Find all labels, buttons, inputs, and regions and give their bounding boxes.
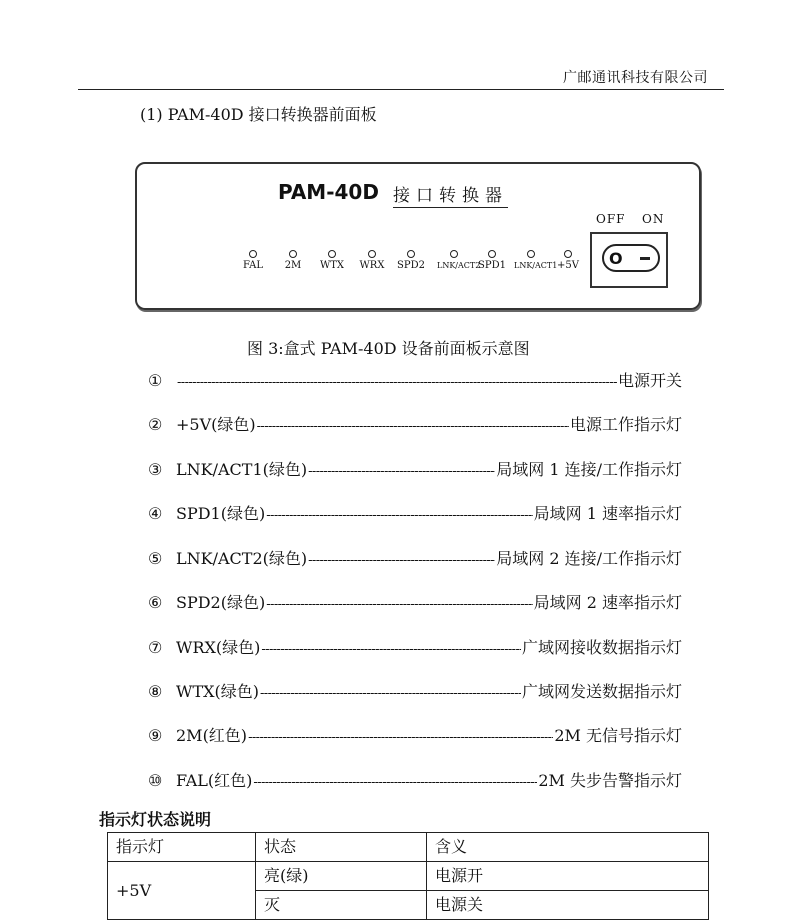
legend-label: SPD1(绿色) bbox=[176, 504, 266, 523]
figure-caption: 图 3:盒式 PAM-40D 设备前面板示意图 bbox=[247, 339, 530, 358]
leader-dashes bbox=[308, 461, 495, 483]
table-cell-meaning: 电源开 bbox=[427, 862, 709, 891]
indicator-status-table bbox=[107, 832, 709, 920]
led-indicator-icon bbox=[527, 250, 535, 258]
table-header-cell: 指示灯 bbox=[108, 833, 256, 862]
legend-item bbox=[148, 548, 682, 570]
legend-item bbox=[148, 592, 682, 614]
led-label: LNK/ACT1 bbox=[514, 261, 558, 270]
table-cell-indicator: +5V bbox=[108, 862, 256, 920]
table-header-cell: 状态 bbox=[256, 833, 427, 862]
led-indicator-icon bbox=[289, 250, 297, 258]
led-lnk-act1 bbox=[514, 250, 558, 272]
table-header-row bbox=[108, 833, 709, 862]
leader-dashes bbox=[266, 505, 532, 527]
switch-off-label: OFF bbox=[596, 212, 626, 226]
led-indicator-icon bbox=[368, 250, 376, 258]
legend-number: ⑩ bbox=[148, 771, 163, 790]
legend-label: WTX(绿色) bbox=[176, 682, 259, 701]
led-indicator-icon bbox=[564, 250, 572, 258]
led-indicator-icon bbox=[407, 250, 415, 258]
legend-item bbox=[148, 681, 682, 703]
led-label: 2M bbox=[284, 260, 302, 271]
table-cell-meaning: 电源关 bbox=[427, 891, 709, 920]
led-label: FAL bbox=[243, 260, 263, 271]
legend-number: ⑧ bbox=[148, 682, 163, 701]
led-label: SPD1 bbox=[478, 260, 506, 271]
legend-label: 2M(红色) bbox=[176, 726, 248, 745]
legend-number: ③ bbox=[148, 460, 163, 479]
legend-number: ⑥ bbox=[148, 593, 163, 612]
legend-number: ① bbox=[148, 371, 163, 390]
legend-description: 2M 失步告警指示灯 bbox=[538, 771, 682, 790]
led-2m bbox=[276, 250, 310, 272]
leader-dashes bbox=[253, 772, 537, 794]
led-indicator-icon bbox=[488, 250, 496, 258]
led-indicator-icon bbox=[450, 250, 458, 258]
led-indicator-icon bbox=[249, 250, 257, 258]
legend-description: 电源工作指示灯 bbox=[569, 415, 682, 434]
legend-description: 局域网 1 速率指示灯 bbox=[533, 504, 682, 523]
legend-item bbox=[148, 503, 682, 525]
panel-model-label: PAM-40D bbox=[278, 180, 379, 204]
led-label: WRX bbox=[359, 260, 385, 271]
led-indicator-icon bbox=[328, 250, 336, 258]
table-cell-state: 亮(绿) bbox=[256, 862, 427, 891]
led-label: SPD2 bbox=[397, 260, 425, 271]
leader-dashes bbox=[261, 639, 521, 661]
leader-dashes bbox=[308, 550, 495, 572]
legend-description: 电源开关 bbox=[617, 371, 682, 390]
table-row bbox=[108, 862, 709, 891]
switch-on-symbol-icon bbox=[640, 257, 650, 260]
status-section-title: 指示灯状态说明 bbox=[99, 810, 212, 829]
legend-label: LNK/ACT1(绿色) bbox=[176, 460, 308, 479]
legend-description: 广域网发送数据指示灯 bbox=[521, 682, 682, 701]
leader-dashes bbox=[257, 416, 569, 438]
legend-description: 局域网 1 连接/工作指示灯 bbox=[496, 460, 682, 479]
led-5v bbox=[551, 250, 585, 272]
header-divider bbox=[78, 89, 724, 90]
legend-item bbox=[148, 770, 682, 792]
company-name: 广邮通讯科技有限公司 bbox=[563, 70, 708, 86]
legend-number: ⑤ bbox=[148, 549, 163, 568]
table-cell-state: 灭 bbox=[256, 891, 427, 920]
leader-dashes bbox=[248, 727, 553, 749]
switch-on-label: ON bbox=[642, 212, 665, 226]
leader-dashes bbox=[260, 683, 521, 705]
legend-item bbox=[148, 370, 682, 392]
legend-description: 局域网 2 连接/工作指示灯 bbox=[496, 549, 682, 568]
legend-label: +5V(绿色) bbox=[176, 415, 256, 434]
legend-item bbox=[148, 637, 682, 659]
legend-item bbox=[148, 725, 682, 747]
legend-item bbox=[148, 414, 682, 436]
section-title: (1) PAM-40D 接口转换器前面板 bbox=[140, 105, 377, 124]
legend-number: ④ bbox=[148, 504, 163, 523]
legend-label: WRX(绿色) bbox=[176, 638, 261, 657]
led-label: LNK/ACT2 bbox=[437, 261, 481, 270]
switch-off-symbol: O bbox=[609, 249, 623, 268]
led-spd1 bbox=[475, 250, 509, 272]
led-spd2 bbox=[394, 250, 428, 272]
led-fal bbox=[236, 250, 270, 272]
led-label: +5V bbox=[557, 260, 579, 271]
led-wtx bbox=[315, 250, 349, 272]
legend-label: LNK/ACT2(绿色) bbox=[176, 549, 308, 568]
legend-description: 局域网 2 速率指示灯 bbox=[533, 593, 682, 612]
legend-number: ⑦ bbox=[148, 638, 163, 657]
led-label: WTX bbox=[319, 260, 345, 271]
led-wrx bbox=[355, 250, 389, 272]
legend-number: ② bbox=[148, 415, 163, 434]
leader-dashes bbox=[266, 594, 532, 616]
leader-dashes bbox=[177, 372, 617, 394]
led-lnk-act2 bbox=[437, 250, 481, 272]
legend-description: 广域网接收数据指示灯 bbox=[521, 638, 682, 657]
table-header-cell: 含义 bbox=[427, 833, 709, 862]
legend-label: FAL(红色) bbox=[176, 771, 253, 790]
legend-label: SPD2(绿色) bbox=[176, 593, 266, 612]
legend-description: 2M 无信号指示灯 bbox=[554, 726, 682, 745]
legend-item bbox=[148, 459, 682, 481]
legend-number: ⑨ bbox=[148, 726, 163, 745]
panel-device-name: 接口转换器 bbox=[393, 181, 508, 208]
